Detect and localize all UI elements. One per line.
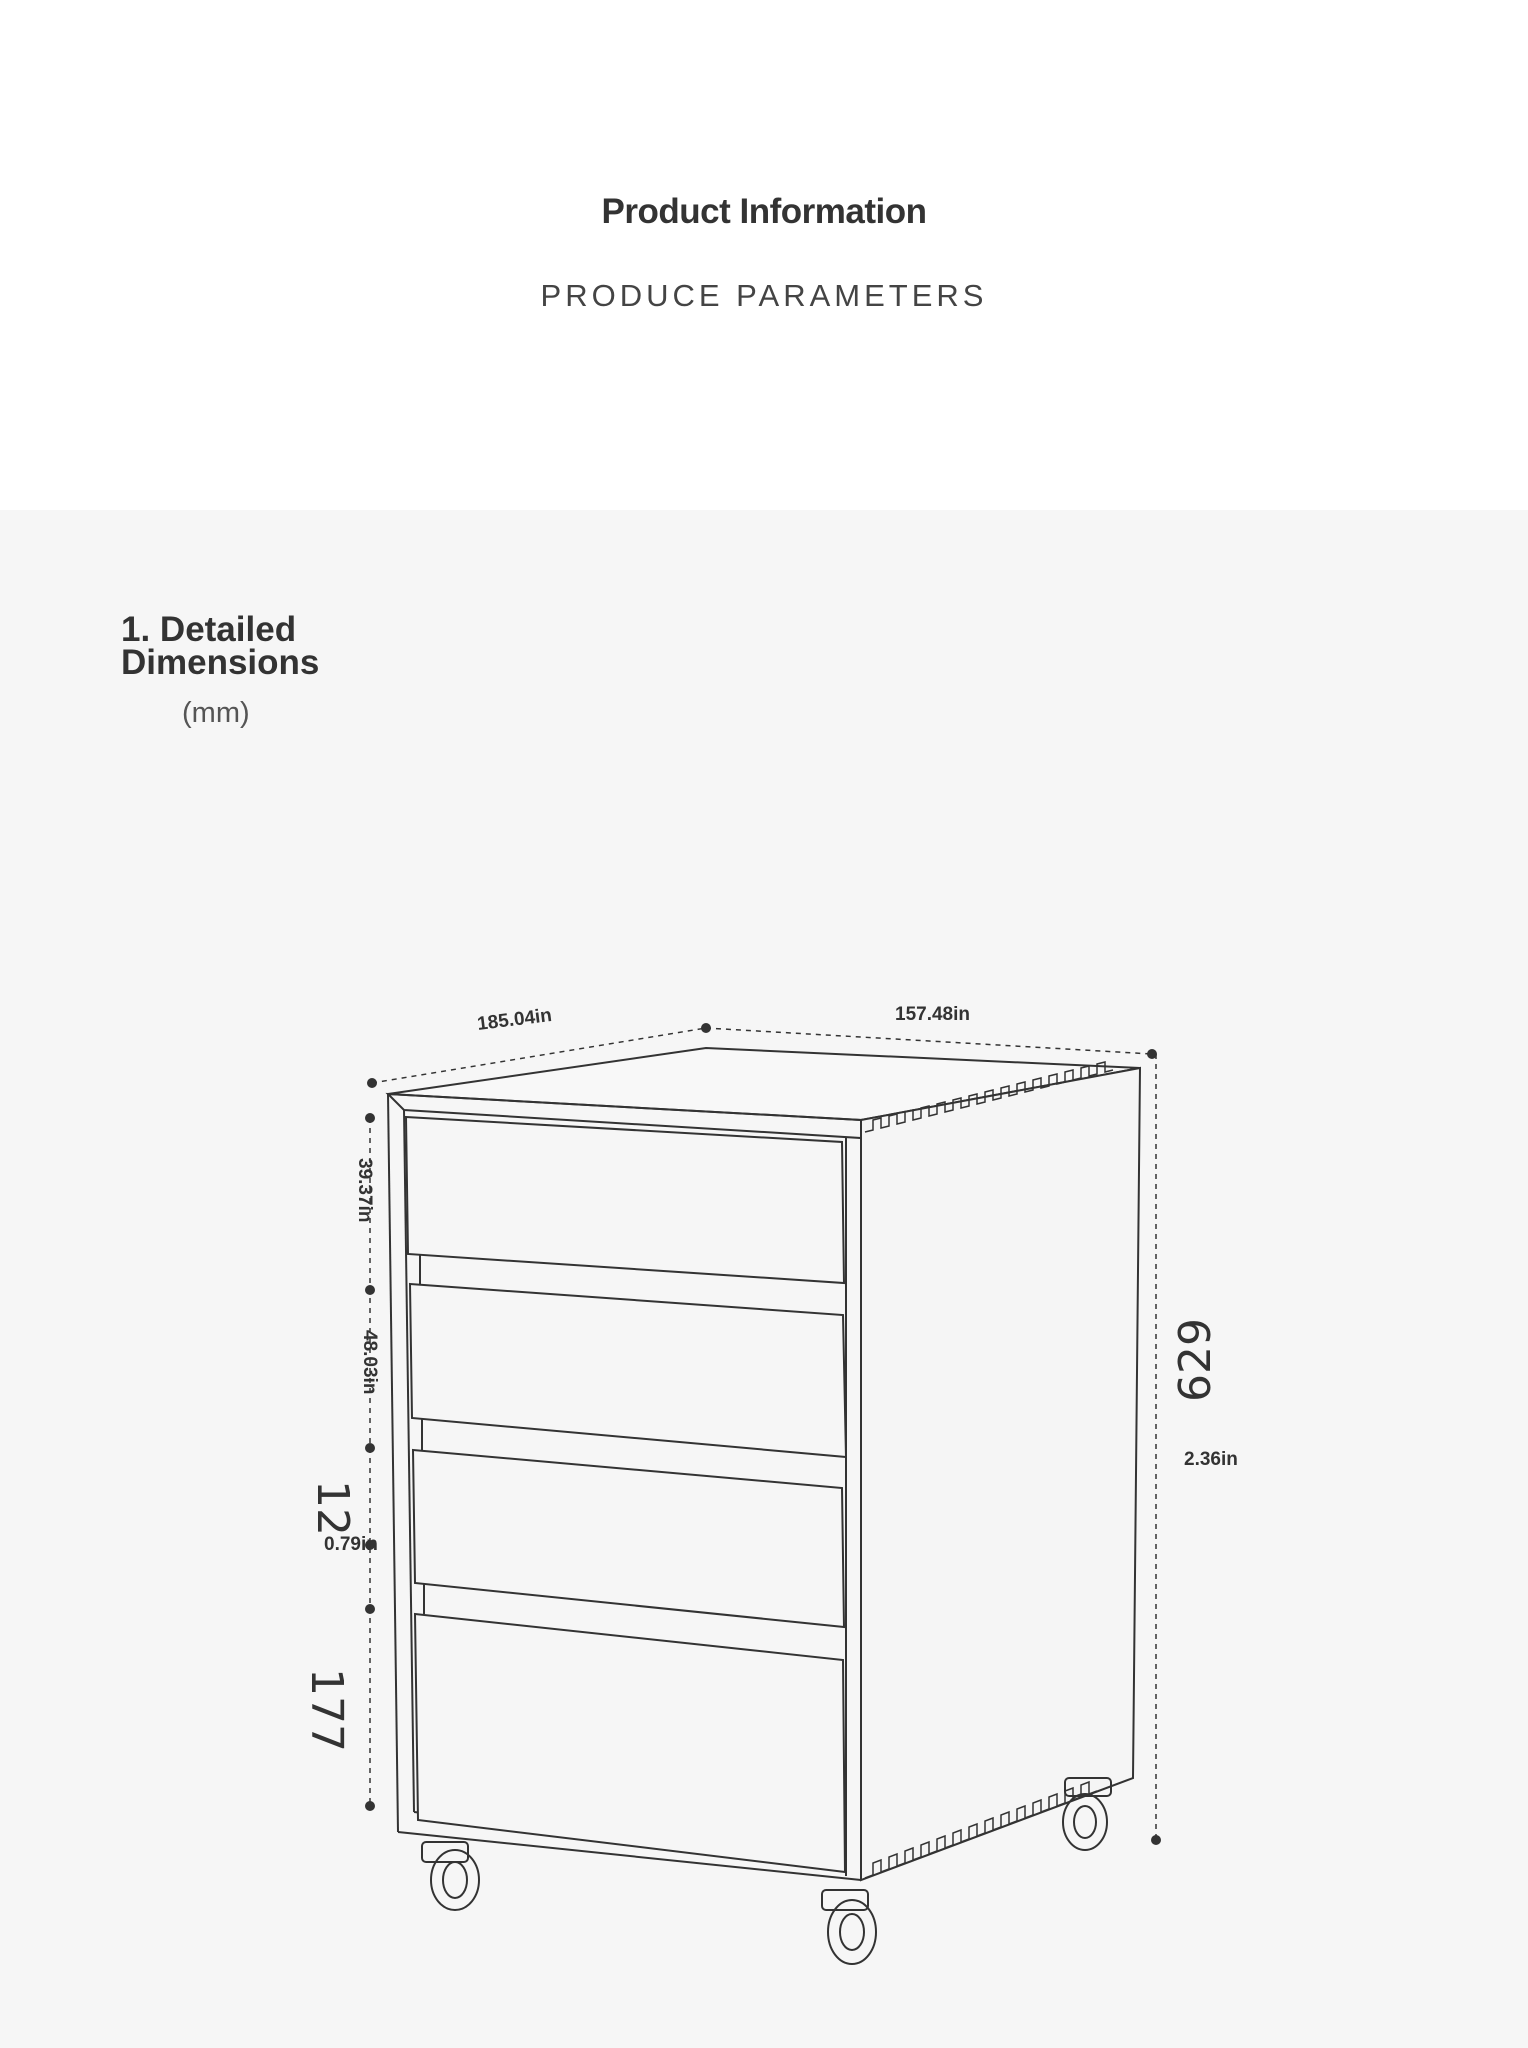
drawer-3 <box>413 1450 844 1627</box>
top-mm-label: 629 <box>1170 1318 1221 1402</box>
section-title-line2: Dimensions <box>121 643 320 682</box>
cabinet-side-panel <box>861 1068 1140 1880</box>
gap-mm-label: 12 <box>307 1480 358 1536</box>
page-title: Product Information <box>601 192 927 231</box>
bottom-mm-label: 177 <box>301 1668 352 1752</box>
drawer1-height-label: 39.37in <box>354 1158 375 1223</box>
top-in-label: 2.36in <box>1184 1449 1238 1470</box>
depth-label: 185.04in <box>476 1004 554 1035</box>
drawer2-height-label: 48.03in <box>359 1330 380 1395</box>
front-left-edge <box>388 1094 398 1832</box>
drawer-1 <box>406 1117 844 1283</box>
gap-in-label: 0.79in <box>324 1534 378 1555</box>
width-label: 157.48in <box>895 1004 970 1025</box>
wheel-front-right <box>822 1890 876 1964</box>
section-title-line1: 1. Detailed <box>121 610 297 649</box>
wheel-front-left <box>422 1842 479 1910</box>
drawer-2 <box>410 1284 846 1457</box>
section-unit: (mm) <box>182 697 250 729</box>
page-subtitle: PRODUCE PARAMETERS <box>540 278 988 313</box>
drawer-4 <box>415 1614 845 1872</box>
